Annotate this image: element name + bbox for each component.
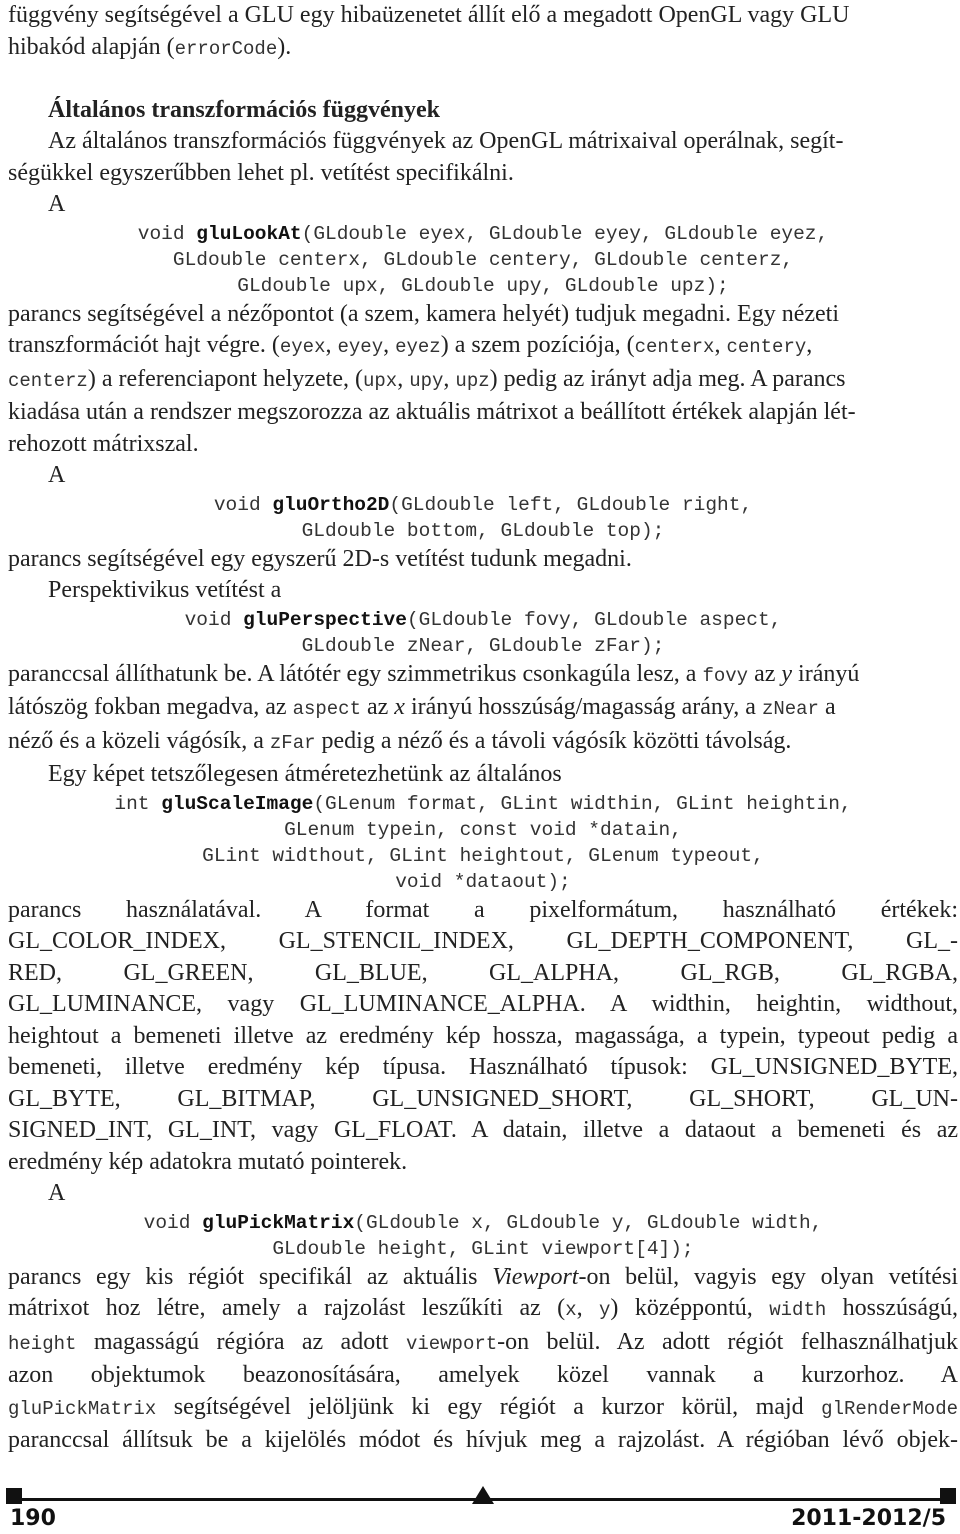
paragraph-line: paranccsal állíthatunk be. A látótér egy szimmetrikus csonkagúla lesz, a fovy az y irányú bbox=[8, 660, 860, 687]
page-footer bbox=[0, 1482, 960, 1534]
paragraph-line: Az általános transzformációs függvények az OpenGL mátrixaival operálnak, segít- bbox=[48, 128, 844, 154]
paragraph-line: A bbox=[48, 191, 66, 217]
paragraph-line: kiadása után a rendszer megszorozza az aktuális mátrixot a beállított értékek alapján lét- bbox=[8, 399, 856, 425]
paragraph-line: GL_LUMINANCE, vagy GL_LUMINANCE_ALPHA. A widthin, heightin, widthout, bbox=[8, 991, 958, 1017]
code-block-gluortho2d: void gluOrtho2D(GLdouble left, GLdouble right, GLdouble bottom, GLdouble top); bbox=[213, 493, 753, 542]
paragraph-line: Egy képet tetszőlegesen átméretezhetünk az általános bbox=[48, 761, 562, 787]
paragraph-line: heightout a bemeneti illetve az eredmény kép hossza, magassága, a typein, typeout pedig a bbox=[8, 1022, 958, 1049]
paragraph-line: mátrixot hoz létre, amely a rajzolást leszűkíti az (x, y) középpontú, width hosszúságú, bbox=[8, 1295, 958, 1321]
paragraph-line: GL_COLOR_INDEX, GL_STENCIL_INDEX, GL_DEPTH_COMPONENT, GL_- bbox=[8, 928, 958, 954]
paragraph-line: néző és a közeli vágósík, a zFar pedig a néző és a távoli vágósík közötti távolság. bbox=[8, 727, 792, 754]
square-marker-icon bbox=[940, 1488, 956, 1504]
paragraph-line: bemeneti, illetve eredmény kép típusa. Használható típusok: GL_UNSIGNED_BYTE, bbox=[8, 1054, 958, 1080]
document-page bbox=[8, 0, 958, 1457]
issue-number: 2011-2012/5 bbox=[791, 1506, 946, 1531]
paragraph-line: A bbox=[48, 1180, 66, 1206]
page-number: 190 bbox=[10, 1506, 56, 1531]
paragraph-line: parancs segítségével a nézőpontot (a szem, kamera helyét) tudjuk megadni. Egy nézeti bbox=[8, 300, 840, 327]
paragraph-line: gluPickMatrix segítségével jelöljünk ki egy régiót a kurzor körül, majd glRenderMode bbox=[8, 1393, 958, 1420]
paragraph-line: transzformációt hajt végre. (eyex, eyey, eyez) a szem pozíciója, (centerx, centery, bbox=[8, 332, 813, 358]
paragraph-line: parancs segítségével egy egyszerű 2D-s vetítést tudunk megadni. bbox=[8, 545, 632, 572]
paragraph-line: Perspektivikus vetítést a bbox=[48, 577, 282, 603]
paragraph-line: GL_BYTE, GL_BITMAP, GL_UNSIGNED_SHORT, GL_SHORT, GL_UN- bbox=[8, 1085, 958, 1112]
paragraph-line: SIGNED_INT, GL_INT, vagy GL_FLOAT. A datain, illetve a dataout a bemeneti és az bbox=[8, 1117, 958, 1143]
paragraph-line: height magasságú régióra az adott viewport-on belül. Az adott régiót felhasználhatjuk bbox=[8, 1328, 958, 1355]
paragraph-line: eredmény kép adatokra mutató pointerek. bbox=[8, 1148, 408, 1175]
paragraph-line: parancs egy kis régiót specifikál az aktuális Viewport-on belül, vagyis egy olyan vetítési bbox=[8, 1263, 958, 1290]
square-marker-icon bbox=[6, 1488, 22, 1504]
paragraph-line: paranccsal állítsuk be a kijelölés módot és hívjuk meg a rajzolást. A régióban lévő objek- bbox=[8, 1427, 958, 1453]
paragraph-line: azon objektumok beazonosítására, amelyek közel vannak a kurzorhoz. A bbox=[8, 1362, 958, 1388]
paragraph-line: rehozott mátrixszal. bbox=[8, 430, 199, 457]
triangle-marker-icon bbox=[472, 1486, 494, 1504]
paragraph-line: látószög fokban megadva, az aspect az x irányú hosszúság/magasság arány, a zNear a bbox=[8, 694, 836, 720]
code-block-glupickmatrix: void gluPickMatrix(GLdouble x, GLdouble y, GLdouble width, GLdouble height, GLint viewport[4]); bbox=[143, 1211, 823, 1260]
paragraph-line: parancs használatával. A format a pixelformátum, használható értékek: bbox=[8, 896, 958, 923]
code-block-gluperspective: void gluPerspective(GLdouble fovy, GLdouble aspect, GLdouble zNear, GLdouble zFar); bbox=[184, 608, 782, 657]
paragraph-line: RED, GL_GREEN, GL_BLUE, GL_ALPHA, GL_RGB, GL_RGBA, bbox=[8, 959, 958, 986]
paragraph-line: centerz) a referenciapont helyzete, (upx, upy, upz) pedig az irányt adja meg. A parancs bbox=[8, 365, 846, 392]
paragraph-line: ségükkel egyszerűbben lehet pl. vetítést specifikálni. bbox=[8, 159, 514, 186]
paragraph-line: A bbox=[48, 462, 66, 488]
code-block-glulookat: void gluLookAt(GLdouble eyex, GLdouble eyey, GLdouble eyez, GLdouble centerx, GLdouble centery, GLdouble centerz, GLdouble upx, GLdouble upy, GLdouble upz); bbox=[137, 222, 829, 297]
code-block-gluscaleimage: int gluScaleImage(GLenum format, GLint widthin, GLint heightin, GLenum typein, const void *datain, GLint widthout, GLint heightout, GLenum typeout, void *dataout); bbox=[114, 792, 852, 893]
section-heading: Általános transzformációs függvények bbox=[48, 97, 440, 123]
paragraph-line: hibakód alapján (errorCode). bbox=[8, 33, 292, 60]
paragraph-line: függvény segítségével a GLU egy hibaüzenetet állít elő a megadott OpenGL vagy GLU bbox=[8, 2, 850, 28]
